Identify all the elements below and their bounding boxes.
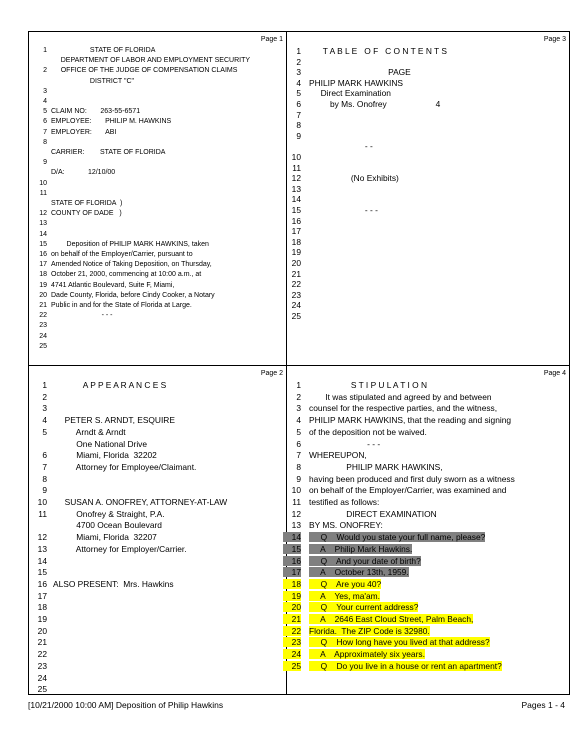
line-number: 4 — [42, 415, 47, 426]
line-number: 2 — [42, 391, 47, 402]
line-number: 9 — [43, 159, 47, 167]
line-number: 6 — [296, 99, 301, 109]
line-number: 16 — [283, 556, 301, 566]
line-text: COUNTY OF DADE ) — [51, 210, 122, 218]
line-text: EMPLOYER: ABI — [51, 128, 117, 136]
line-number: 11 — [38, 508, 47, 519]
line-number: 15 — [39, 240, 47, 248]
line-number: 22 — [283, 626, 301, 636]
line-text: Q Do you live in a house or rent an apartment? — [309, 660, 502, 671]
line-number: 22 — [291, 279, 301, 290]
line-number: 17 — [291, 226, 301, 237]
line-text: S T I P U L A T I O N — [309, 380, 428, 390]
line-text: ALSO PRESENT: Mrs. Hawkins — [53, 578, 174, 589]
line-number: 13 — [37, 543, 47, 554]
line-text: Attorney for Employee/Claimant. — [53, 461, 197, 472]
line-number: 5 — [43, 108, 47, 116]
line-text: testified as follows: — [309, 497, 380, 507]
line-number: 18 — [37, 602, 47, 613]
line-number: 15 — [291, 205, 301, 215]
line-text: PETER S. ARNDT, ESQUIRE — [53, 415, 175, 426]
line-number: 21 — [283, 614, 301, 624]
line-text: 4700 Ocean Boulevard — [53, 520, 162, 531]
line-number: 4 — [43, 98, 47, 105]
line-number: 2 — [296, 56, 301, 67]
line-text: Miami, Florida 32207 — [53, 532, 157, 543]
line-number: 7 — [42, 461, 47, 472]
line-text: PHILIP MARK HAWKINS, that the reading and signing — [309, 415, 512, 426]
line-number: 23 — [39, 322, 47, 330]
line-text: CARRIER: STATE OF FLORIDA — [51, 149, 166, 156]
line-number: 25 — [283, 661, 301, 671]
line-number: 24 — [39, 332, 47, 340]
transcript-sheet — [28, 31, 570, 695]
page-panel-2 — [29, 366, 286, 694]
line-number: 12 — [291, 173, 301, 184]
line-number: 8 — [296, 120, 301, 131]
page-label: Page 3 — [543, 36, 566, 43]
line-number: 20 — [39, 291, 47, 299]
line-number: 16 — [37, 578, 47, 589]
line-number: 19 — [37, 614, 47, 624]
line-number: 14 — [39, 230, 47, 238]
footer-document-info: [10/21/2000 10:00 AM] Deposition of Philip Hawkins — [28, 700, 224, 710]
line-number: 2 — [43, 67, 47, 75]
line-number: 10 — [291, 152, 301, 162]
line-text: Arndt & Arndt — [53, 426, 126, 437]
line-number: 14 — [291, 194, 301, 205]
line-text: on behalf of the Employer/Carrier, pursuant to — [51, 251, 193, 258]
line-number: 7 — [296, 109, 301, 120]
line-text: A Yes, ma'am. — [309, 590, 380, 601]
line-text: PAGE — [309, 67, 411, 78]
page-label: Page 4 — [543, 370, 566, 377]
line-text: PHILIP MARK HAWKINS — [309, 77, 404, 88]
line-text: STATE OF FLORIDA ) — [51, 200, 123, 207]
line-number: 3 — [296, 67, 301, 78]
line-text: WHEREUPON, — [309, 450, 367, 461]
line-number: 1 — [43, 47, 47, 54]
line-text: Florida. The ZIP Code is 32980. — [309, 625, 430, 636]
line-number: 18 — [283, 579, 301, 589]
line-text: by Ms. Onofrey 4 — [309, 99, 441, 109]
line-number: 23 — [283, 637, 301, 647]
line-number: 1 — [296, 380, 301, 390]
line-number: 12 — [37, 532, 47, 543]
line-number: 25 — [37, 684, 47, 695]
line-text: SUSAN A. ONOFREY, ATTORNEY-AT-LAW — [53, 497, 228, 507]
line-text: A 2646 East Cloud Street, Palm Beach, — [309, 614, 474, 624]
line-text: DEPARTMENT OF LABOR AND EMPLOYMENT SECURITY — [51, 57, 251, 65]
line-number: 12 — [291, 508, 301, 519]
line-number: 25 — [39, 342, 47, 350]
line-text: Public in and for the State of Florida at Large. — [51, 302, 192, 309]
line-number: 23 — [291, 289, 301, 300]
line-number: 16 — [39, 251, 47, 258]
page-label: Page 2 — [260, 370, 283, 377]
line-number: 23 — [37, 660, 47, 671]
line-number: 24 — [37, 672, 47, 683]
line-text: Q And your date of birth? — [309, 555, 421, 566]
line-text: Q How long have you lived at that address? — [309, 637, 490, 648]
line-text: DIRECT EXAMINATION — [309, 508, 437, 519]
line-text: Q Your current address? — [309, 602, 419, 613]
line-number: 18 — [39, 271, 47, 279]
line-number: 10 — [39, 179, 47, 187]
line-text: A P P E A R A N C E S — [53, 380, 167, 390]
line-number: 18 — [291, 236, 301, 247]
line-text: of the deposition not be waived. — [309, 426, 427, 437]
line-number: 10 — [291, 485, 301, 496]
line-number: 21 — [39, 302, 47, 309]
line-number: 13 — [39, 220, 47, 228]
line-number: 17 — [37, 590, 47, 601]
line-text: STATE OF FLORIDA — [51, 47, 156, 54]
line-text: October 21, 2000, commencing at 10:00 a.m., at — [51, 271, 202, 279]
line-number: 9 — [296, 130, 301, 141]
line-text: A Approximately six years. — [309, 649, 425, 660]
line-text: Onofrey & Straight, P.A. — [53, 508, 165, 519]
line-number: 12 — [39, 210, 47, 218]
line-number: 14 — [37, 555, 47, 566]
line-text: - - - — [309, 205, 378, 215]
line-number: 25 — [291, 311, 301, 321]
line-number: 17 — [283, 567, 301, 577]
line-number: 15 — [37, 567, 47, 578]
line-number: 9 — [42, 485, 47, 496]
line-text: - - - — [51, 312, 113, 320]
line-number: 5 — [296, 426, 301, 437]
line-number: 20 — [283, 602, 301, 612]
line-text: It was stipulated and agreed by and between — [309, 391, 492, 402]
line-text: - - - — [309, 438, 381, 449]
line-number: 8 — [42, 473, 47, 484]
line-text: Direct Examination — [309, 88, 391, 99]
line-number: 13 — [291, 520, 301, 531]
line-number: 2 — [296, 391, 301, 402]
page-panel-1 — [29, 32, 286, 365]
line-text: having been produced and first duly sworn as a witness — [309, 473, 515, 484]
line-number: 15 — [283, 544, 301, 554]
line-text: 4741 Atlantic Boulevard, Suite F, Miami, — [51, 281, 175, 289]
page-panel-4 — [287, 366, 569, 694]
line-number: 6 — [42, 450, 47, 461]
line-number: 9 — [296, 473, 301, 484]
line-number: 3 — [43, 87, 47, 95]
line-number: 6 — [43, 118, 47, 126]
line-text: T A B L E O F C O N T E N T S — [309, 46, 447, 56]
line-text: Q Are you 40? — [309, 578, 382, 589]
line-number: 14 — [283, 532, 301, 542]
line-number: 20 — [37, 625, 47, 636]
line-number: 24 — [283, 649, 301, 659]
line-text: Deposition of PHILIP MARK HAWKINS, taken — [51, 240, 209, 248]
line-number: 19 — [39, 281, 47, 289]
line-number: 21 — [291, 268, 301, 279]
line-number: 24 — [291, 300, 301, 311]
line-number: 20 — [291, 258, 301, 268]
line-text: DISTRICT "C" — [51, 77, 135, 85]
line-text: Amended Notice of Taking Deposition, on Thursday, — [51, 261, 212, 269]
line-number: 7 — [296, 450, 301, 461]
line-text: One National Drive — [53, 438, 148, 449]
line-number: 3 — [296, 403, 301, 414]
line-number: 19 — [283, 591, 301, 601]
line-number: 4 — [296, 77, 301, 88]
line-number: 11 — [39, 189, 47, 197]
line-number: 19 — [291, 247, 301, 258]
line-text: - - — [309, 141, 373, 152]
line-number: 5 — [42, 426, 47, 437]
line-text: OFFICE OF THE JUDGE OF COMPENSATION CLAIMS — [51, 67, 238, 75]
line-number: 16 — [291, 215, 301, 226]
line-text: CLAIM NO: 263-55-6571 — [51, 108, 141, 116]
line-text: counsel for the respective parties, and the witness, — [309, 403, 498, 414]
line-number: 5 — [296, 88, 301, 99]
line-number: 10 — [37, 497, 47, 507]
line-text: D/A: 12/10/00 — [51, 169, 116, 177]
page-label: Page 1 — [260, 36, 283, 43]
line-text: Q Would you state your full name, please? — [309, 532, 486, 543]
line-number: 4 — [296, 415, 301, 426]
line-number: 11 — [292, 162, 301, 173]
line-number: 11 — [292, 497, 301, 507]
line-text: Miami, Florida 32202 — [53, 450, 157, 461]
line-number: 1 — [42, 380, 47, 390]
line-number: 22 — [39, 312, 47, 320]
line-text: Attorney for Employer/Carrier. — [53, 543, 187, 554]
line-text: A Philip Mark Hawkins. — [309, 543, 413, 554]
line-text: A October 13th, 1959. — [309, 567, 409, 578]
line-number: 1 — [296, 46, 301, 56]
footer-page-range: Pages 1 - 4 — [521, 700, 565, 710]
line-text: on behalf of the Employer/Carrier, was examined and — [309, 485, 507, 496]
line-number: 21 — [37, 637, 47, 648]
line-number: 7 — [43, 128, 47, 136]
line-number: 6 — [296, 438, 301, 449]
line-number: 22 — [37, 649, 47, 660]
line-number: 8 — [43, 138, 47, 146]
line-number: 13 — [291, 183, 301, 194]
line-number: 3 — [42, 403, 47, 414]
line-text: EMPLOYEE: PHILIP M. HAWKINS — [51, 118, 172, 126]
line-text: PHILIP MARK HAWKINS, — [309, 461, 443, 472]
line-text: Dade County, Florida, before Cindy Cooker, a Notary — [51, 291, 215, 299]
line-text: BY MS. ONOFREY: — [309, 520, 383, 531]
line-number: 17 — [39, 261, 47, 269]
page-panel-3 — [287, 32, 569, 365]
line-number: 8 — [296, 461, 301, 472]
line-text: (No Exhibits) — [309, 173, 399, 184]
